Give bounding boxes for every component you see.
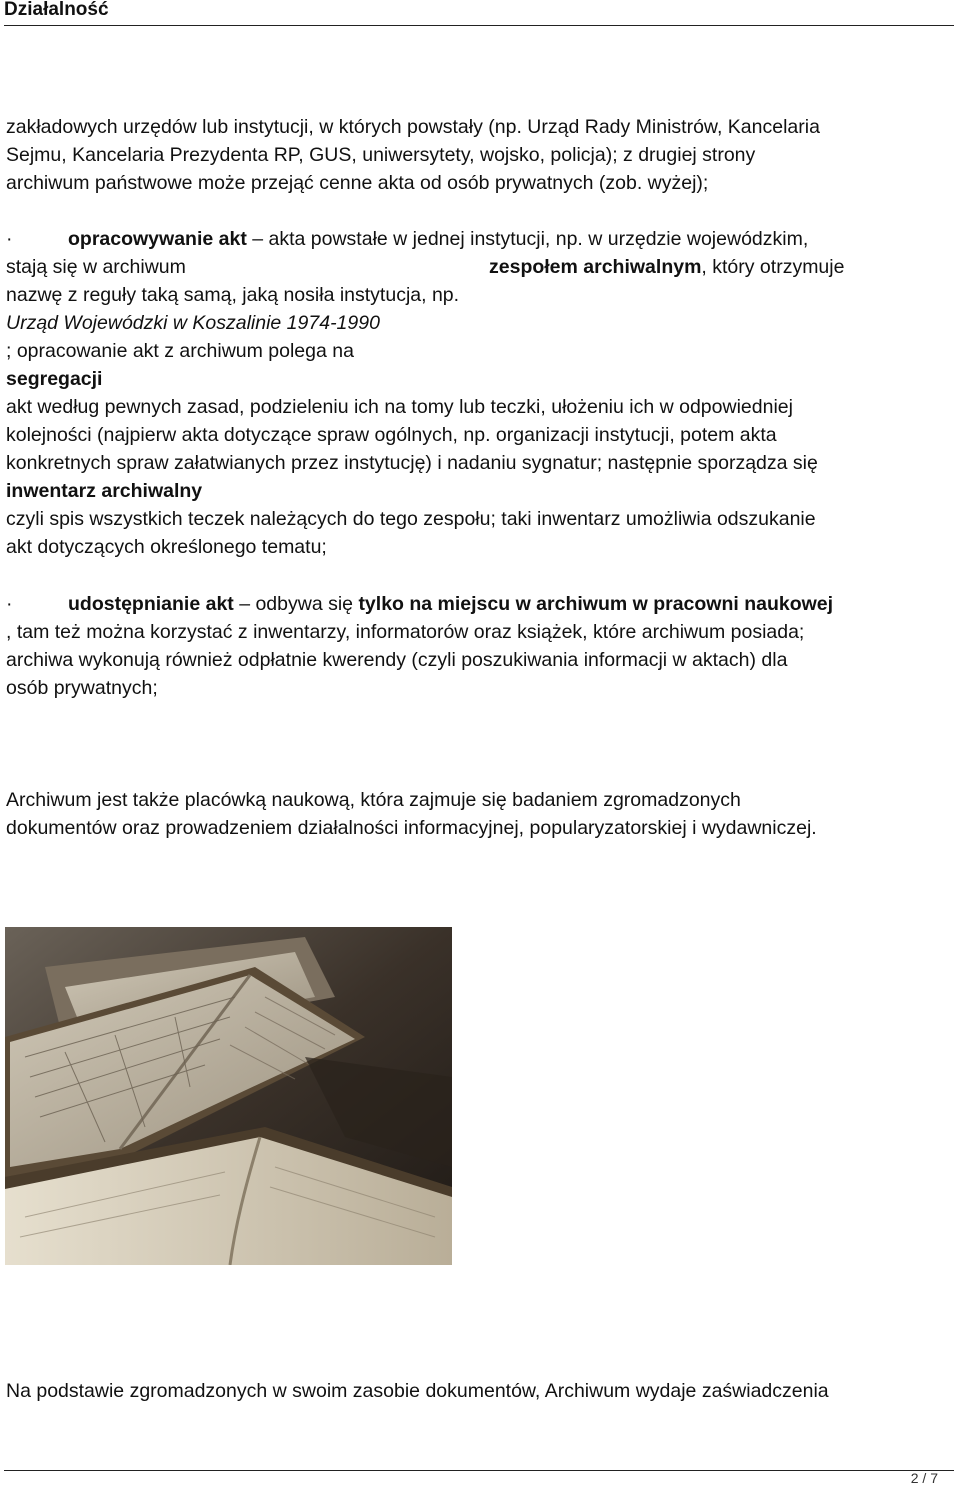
archive-books-photo xyxy=(5,927,452,1265)
item-text: akt dotyczących określonego tematu; xyxy=(6,536,327,558)
intro-line: archiwum państwowe może przejąć cenne akta od osób prywatnych (zob. wyżej); xyxy=(6,172,709,194)
list-item-udostepnianie xyxy=(6,590,952,702)
page-number: 2 / 7 xyxy=(910,1470,938,1486)
intro-line: zakładowych urzędów lub instytucji, w których powstały (np. Urząd Rady Ministrów, Kancelaria xyxy=(6,116,820,138)
item-text: osób prywatnych; xyxy=(6,677,158,699)
books-illustration xyxy=(5,927,452,1265)
item-text: , tam też można korzystać z inwentarzy, informatorów oraz książek, które archiwum posiada; xyxy=(6,621,805,643)
item-text: stają się w archiwum xyxy=(6,256,186,278)
paragraph-line: Na podstawie zgromadzonych w swoim zasobie dokumentów, Archiwum wydaje zaświadczenia xyxy=(6,1380,829,1402)
paragraph-line: dokumentów oraz prowadzeniem działalności informacyjnej, popularyzatorskiej i wydawniczej. xyxy=(6,817,817,839)
paragraph-line: Archiwum jest także placówką naukową, która zajmuje się badaniem zgromadzonych xyxy=(6,789,741,811)
footer-divider xyxy=(4,1470,954,1471)
item-text: – odbywa się xyxy=(233,593,359,615)
term-zespol: zespołem archiwalnym xyxy=(489,256,702,278)
example-text: Urząd Wojewódzki w Koszalinie 1974-1990 xyxy=(6,312,380,334)
item-text: akt według pewnych zasad, podzieleniu ich na tomy lub teczki, ułożeniu ich w odpowiedniej xyxy=(6,396,793,418)
item-text: konkretnych spraw załatwianych przez instytucję) i nadaniu sygnatur; następnie sporządza się xyxy=(6,452,818,474)
page-title: Działalność xyxy=(4,0,109,20)
bullet-icon: · xyxy=(6,228,13,250)
paragraph-naukowa xyxy=(6,786,952,842)
header-divider xyxy=(4,25,954,26)
list-item-opracowywanie xyxy=(6,225,952,561)
bullet-icon: · xyxy=(6,593,13,615)
item-text: nazwę z reguły taką samą, jaką nosiła instytucja, np. xyxy=(6,284,460,306)
term-segregacji: segregacji xyxy=(6,368,103,390)
term-inwentarz: inwentarz archiwalny xyxy=(6,480,203,502)
item-text: – akta powstałe w jednej instytucji, np. w urzędzie wojewódzkim, xyxy=(246,228,809,250)
intro-line: Sejmu, Kancelaria Prezydenta RP, GUS, uniwersytety, wojsko, policja); z drugiej strony xyxy=(6,144,756,166)
item-text: archiwa wykonują również odpłatnie kwerendy (czyli poszukiwania informacji w aktach) dla xyxy=(6,649,788,671)
intro-paragraph xyxy=(6,113,952,197)
item-text: czyli spis wszystkich teczek należących do tego zespołu; taki inwentarz umożliwia odszukanie xyxy=(6,508,816,530)
item-text: kolejności (najpierw akta dotyczące spraw ogólnych, np. organizacji instytucji, potem akta xyxy=(6,424,777,446)
paragraph-zaswiadczenia xyxy=(6,1377,952,1405)
item-text: ; opracowanie akt z archiwum polega na xyxy=(6,340,354,362)
term-udostepnianie: udostępnianie akt xyxy=(68,593,234,615)
term-opracowywanie: opracowywanie akt xyxy=(68,228,247,250)
term-tylko-na-miejscu: tylko na miejscu w archiwum w pracowni naukowej xyxy=(358,593,834,615)
item-text: , który otrzymuje xyxy=(701,256,845,278)
